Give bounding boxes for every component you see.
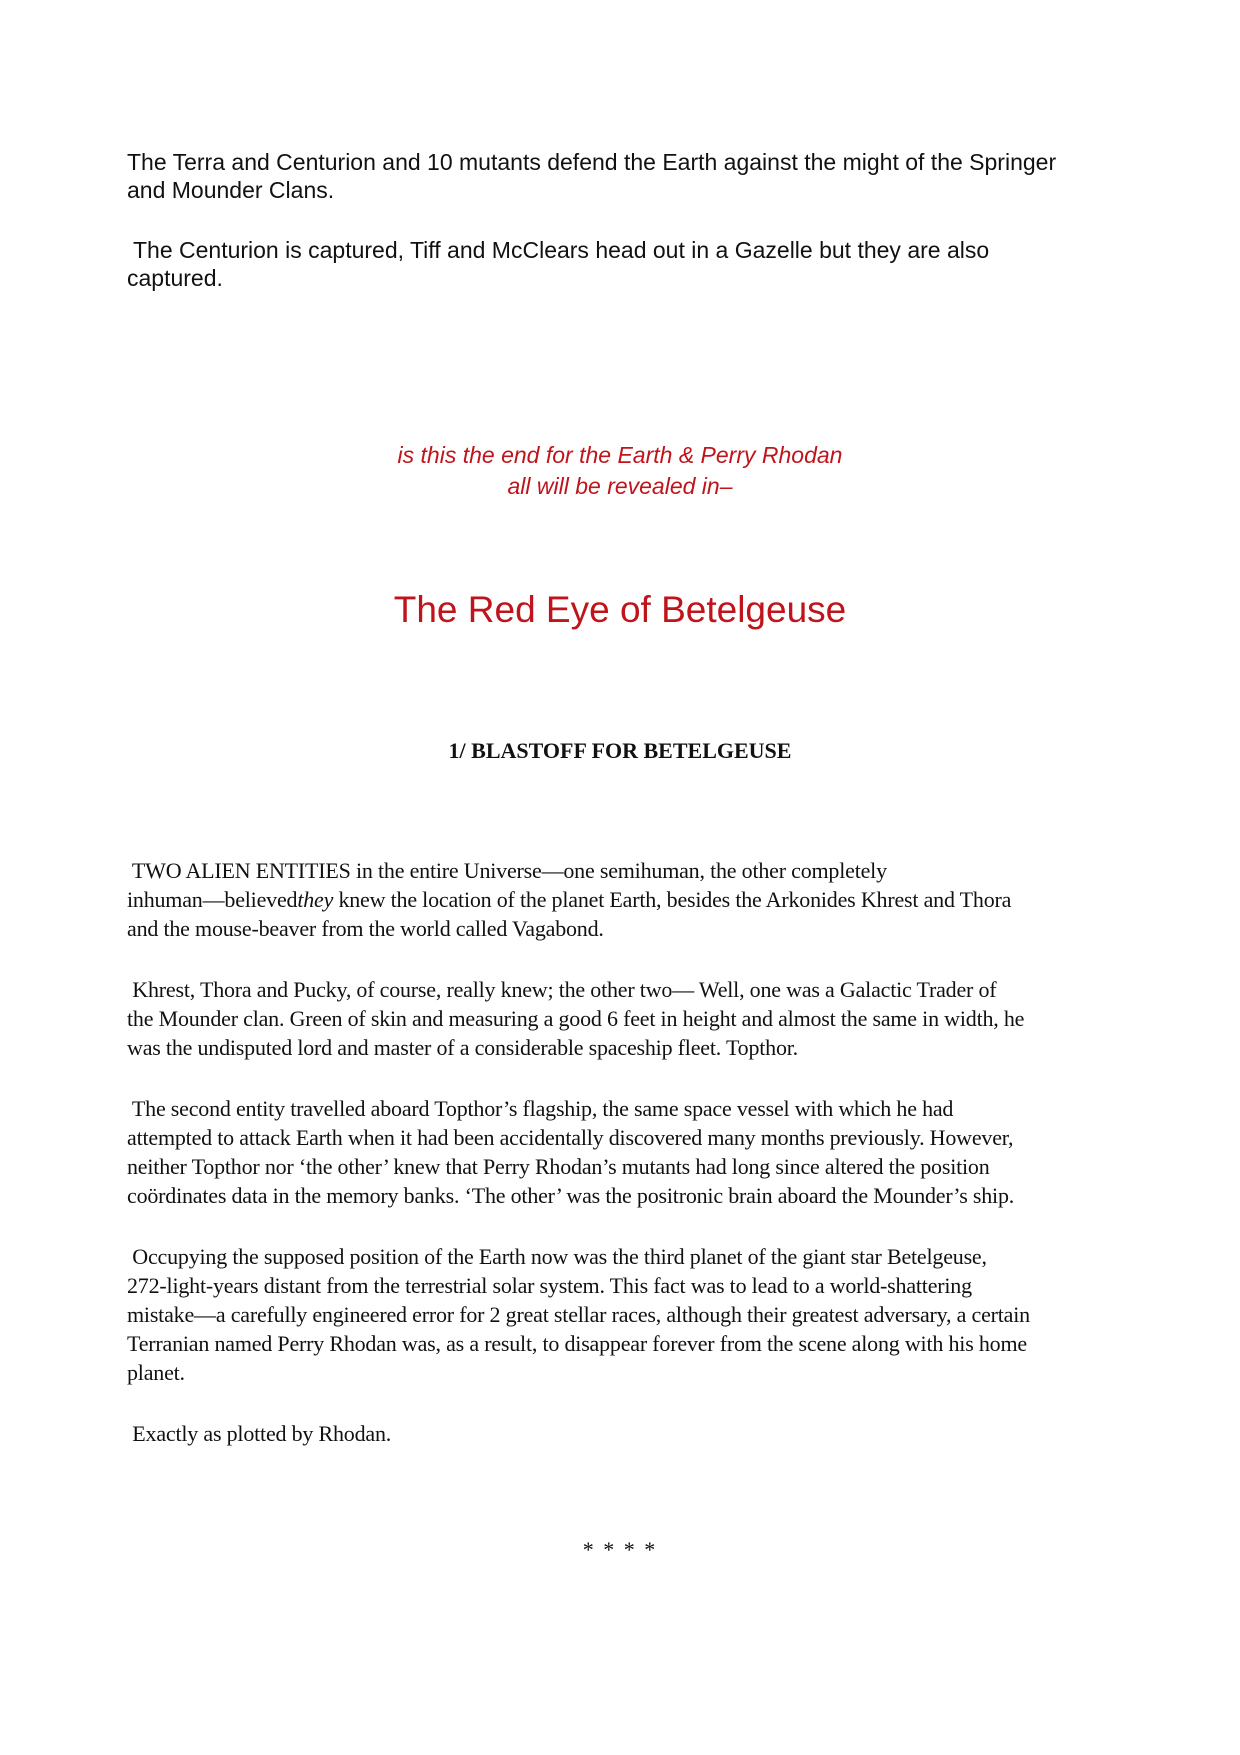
paragraph-3-line-1: The second entity travelled aboard Topthor’s flagship, the same space vessel with which he had xyxy=(127,1096,954,1121)
paragraph-3 xyxy=(127,1094,1127,1210)
intro-blurb-2 xyxy=(127,236,1127,292)
paragraph-4-line-3: mistake—a carefully engineered error for 2 great stellar races, although their greatest adversary, a certain xyxy=(127,1302,1030,1327)
paragraph-4-line-4: Terranian named Perry Rhodan was, as a result, to disappear forever from the scene along with his home xyxy=(127,1331,1027,1356)
paragraph-4-line-5: planet. xyxy=(127,1360,185,1385)
chapter-heading: 1/ BLASTOFF FOR BETELGEUSE xyxy=(448,738,792,763)
teaser-line-1: is this the end for the Earth & Perry Rhodan xyxy=(397,442,843,468)
intro-blurb-1-line-1: The Terra and Centurion and 10 mutants defend the Earth against the might of the Springer xyxy=(127,149,1057,175)
paragraph-1-line-2 xyxy=(127,885,1127,914)
paragraph-2-line-3: was the undisputed lord and master of a considerable spaceship fleet. Topthor. xyxy=(127,1035,798,1060)
paragraph-3-line-2: attempted to attack Earth when it had been accidentally discovered many months previously. However, xyxy=(127,1125,1014,1150)
intro-blurb-1 xyxy=(127,148,1127,204)
paragraph-3-line-4: coördinates data in the memory banks. ‘The other’ was the positronic brain aboard the Mounder’s ship. xyxy=(127,1183,1015,1208)
paragraph-1-line-3: and the mouse-beaver from the world called Vagabond. xyxy=(127,916,604,941)
paragraph-2 xyxy=(127,975,1127,1062)
intro-blurb-2-line-2: captured. xyxy=(127,265,223,291)
intro-blurb-1-line-2: and Mounder Clans. xyxy=(127,177,335,203)
paragraph-3-line-3: neither Topthor nor ‘the other’ knew that Perry Rhodan’s mutants had long since altered the position xyxy=(127,1154,990,1179)
paragraph-5-line-1: Exactly as plotted by Rhodan. xyxy=(127,1421,392,1446)
paragraph-2-line-2: the Mounder clan. Green of skin and measuring a good 6 feet in height and almost the same in width, he xyxy=(127,1006,1025,1031)
book-title: The Red Eye of Betelgeuse xyxy=(393,589,847,630)
teaser-line-2: all will be revealed in– xyxy=(507,473,733,499)
paragraph-4 xyxy=(127,1242,1127,1387)
paragraph-5 xyxy=(127,1419,1127,1448)
section-separator: * * * * xyxy=(582,1537,658,1562)
paragraph-4-line-2: 272-light-years distant from the terrestrial solar system. This fact was to lead to a world-shattering xyxy=(127,1273,972,1298)
paragraph-1-line-2-after: knew the location of the planet Earth, besides the Arkonides Khrest and Thora xyxy=(333,887,1012,912)
paragraph-1-italic-they: they xyxy=(297,887,334,912)
paragraph-1-line-1: TWO ALIEN ENTITIES in the entire Universe—one semihuman, the other completely xyxy=(127,858,887,883)
paragraph-2-line-1: Khrest, Thora and Pucky, of course, really knew; the other two— Well, one was a Galactic Trader of xyxy=(127,977,997,1002)
paragraph-1-line-2-before: inhuman—believed xyxy=(127,887,298,912)
paragraph-1 xyxy=(127,856,1127,943)
paragraph-4-line-1: Occupying the supposed position of the Earth now was the third planet of the giant star Betelgeuse, xyxy=(127,1244,987,1269)
intro-blurb-2-line-1: The Centurion is captured, Tiff and McClears head out in a Gazelle but they are also xyxy=(127,237,990,263)
